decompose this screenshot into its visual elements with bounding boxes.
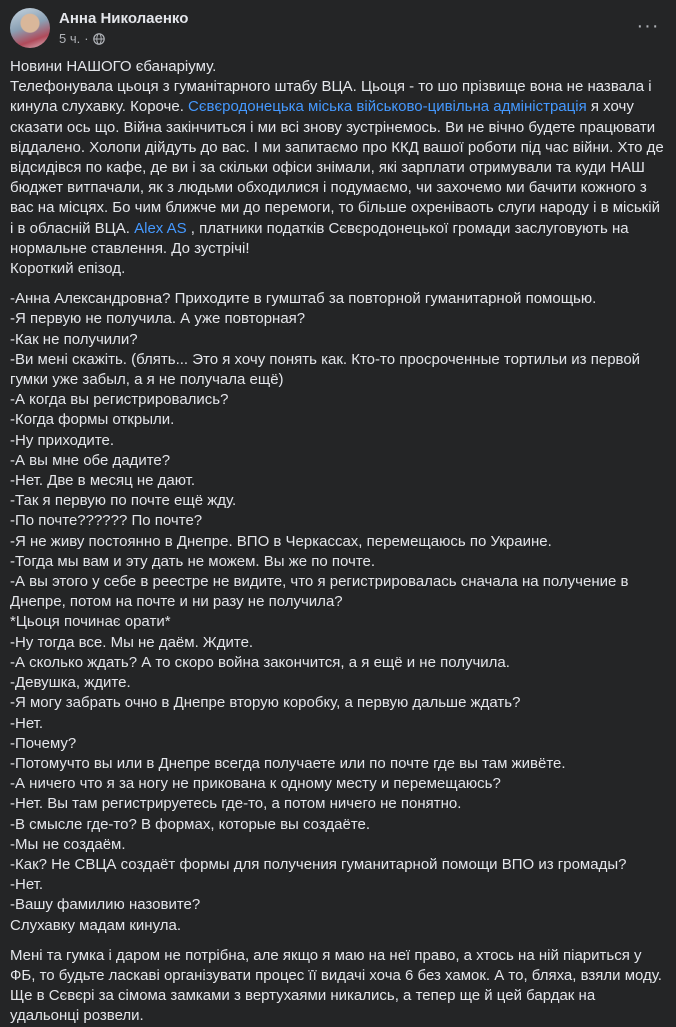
dialogue-line: -Ви мені скажіть. (блять... Это я хочу понять как. Кто-то просроченные тортильи из первой гумки уже забыл, а я не получала ещё) (10, 350, 641, 389)
dialogue-line: -Так я первую по почте ещё жду. (10, 492, 237, 510)
dialogue-line: -Ну тогда все. Мы не даём. Ждите. (10, 633, 254, 651)
dialogue-line: Слухавку мадам кинула. (10, 916, 182, 934)
meta-separator: · (84, 31, 89, 46)
dialogue-line: -Потомучто вы или в Днепре всегда получаете или по почте где вы там живёте. (10, 754, 566, 772)
post-body (10, 57, 666, 1027)
dialogue-line: -Когда формы открыли. (10, 411, 175, 429)
mention-alex-link[interactable]: Alex AS (134, 219, 187, 237)
dialogue-line: -Я не живу постоянно в Днепре. ВПО в Черкассах, перемещаюсь по Украине. (10, 532, 552, 550)
dialogue-line: -Нет. Две в месяц не дают. (10, 472, 196, 490)
dialogue-line: -Тогда мы вам и эту дать не можем. Вы же по почте. (10, 552, 376, 570)
dialogue-line: -Нет. (10, 876, 44, 894)
globe-icon[interactable] (93, 33, 105, 45)
post-closing: Мені та гумка і даром не потрібна, але якщо я маю на неї право, а хтось на ній піариться у ФБ, то будьте ласкаві організувати процес її видачі хоча 6 без хамок. А то, бляха, взяли моду. Ще в Сєвєрі за сімома замками з вертухаями никались, а тепер ще й цей бардак на удальонці розвели. (10, 946, 662, 1025)
dialogue-line: -Почему? (10, 734, 77, 752)
more-options-icon: ··· (636, 15, 660, 37)
dialogue-list (10, 289, 666, 936)
dialogue-line: -А вы этого у себе в реестре не видите, что я регистрировалась сначала на получение в Днепре, потом на почте и ни разу не получила? (10, 573, 629, 611)
post-intro: Новини НАШОГО єбанаріуму. (10, 58, 217, 75)
dialogue-line: -Анна Александровна? Приходите в гумштаб за повторной гуманитарной помощью. (10, 290, 597, 308)
dialogue-line: -Вашу фамилию назовите? (10, 896, 201, 914)
dialogue-line: -Ну приходите. (10, 431, 115, 449)
dialogue-line: -Я могу забрать очно в Днепре вторую коробку, а первую дальше ждать? (10, 694, 521, 712)
post-header (10, 8, 666, 48)
dialogue-line: -По почте?????? По почте? (10, 512, 203, 530)
dialogue-line: -А вы мне обе дадите? (10, 451, 171, 469)
dialogue-line: -Мы не создаём. (10, 835, 126, 853)
episode-title: Короткий епізод. (10, 260, 126, 278)
dialogue-line: -Как не получили? (10, 330, 138, 348)
dialogue-line: -Я первую не получила. А уже повторная? (10, 310, 306, 328)
mention-admin-link[interactable]: Сєвєродонецька міська військово-цивільна адміністрація (188, 98, 587, 116)
dialogue-line: -А ничего что я за ногу не прикована к одному месту и перемещаюсь? (10, 775, 501, 793)
dialogue-line: -Как? Не СВЦА создаёт формы для получения гуманитарной помощи ВПО из громады? (10, 855, 627, 873)
dialogue-line: -А сколько ждать? А то скоро война закончится, а я ещё и не получила. (10, 653, 510, 671)
more-options-button[interactable] (632, 12, 664, 40)
avatar[interactable] (10, 8, 50, 48)
dialogue-line: -В смысле где-то? В формах, которые вы создаёте. (10, 815, 371, 833)
author-name[interactable]: Анна Николаенко (59, 10, 189, 27)
post-meta (59, 31, 105, 46)
post-time[interactable]: 5 ч. (59, 31, 81, 46)
dialogue-line: -Нет. (10, 714, 44, 732)
dialogue-line: -Нет. Вы там регистрируетесь где-то, а потом ничего не понятно. (10, 795, 462, 813)
post-paragraph: Телефонувала цьоця з гуманітарного штабу ВЦА. Цьоця - то шо прізвище вона не назвала і кинула слухавку. Короче. Сєвєродонецька міська військово-цивільна адміністрація я хочу сказати ось що. Війна закінчиться і ми всі знову зустрінемось. Ви не вічно будете працювати віддалено. Холопи дійдуть до вас. І ми запитаємо про ККД вашої роботи під час війни. Хто де відсидівся по кафе, де ви і за скільки офіси знімали, які зарплати отримували та куди НАШ бюджет витпачали, як з людьми обходилися і подумаємо, чи захочемо ми бачити кожного з вас на місцях. Бо чим ближче ми до перемоги, то більше охреніваоть слуги народу і в міській і в обласній ВЦА. Alex AS , платники податків Сєвєродонецької громади заслуговують на нормальне ставлення. До зустрічі! (10, 78, 664, 257)
dialogue-line: -Девушка, ждите. (10, 674, 131, 692)
dialogue-line: *Цьоця починає орати* (10, 613, 171, 631)
dialogue-line: -А когда вы регистрировались? (10, 391, 229, 409)
